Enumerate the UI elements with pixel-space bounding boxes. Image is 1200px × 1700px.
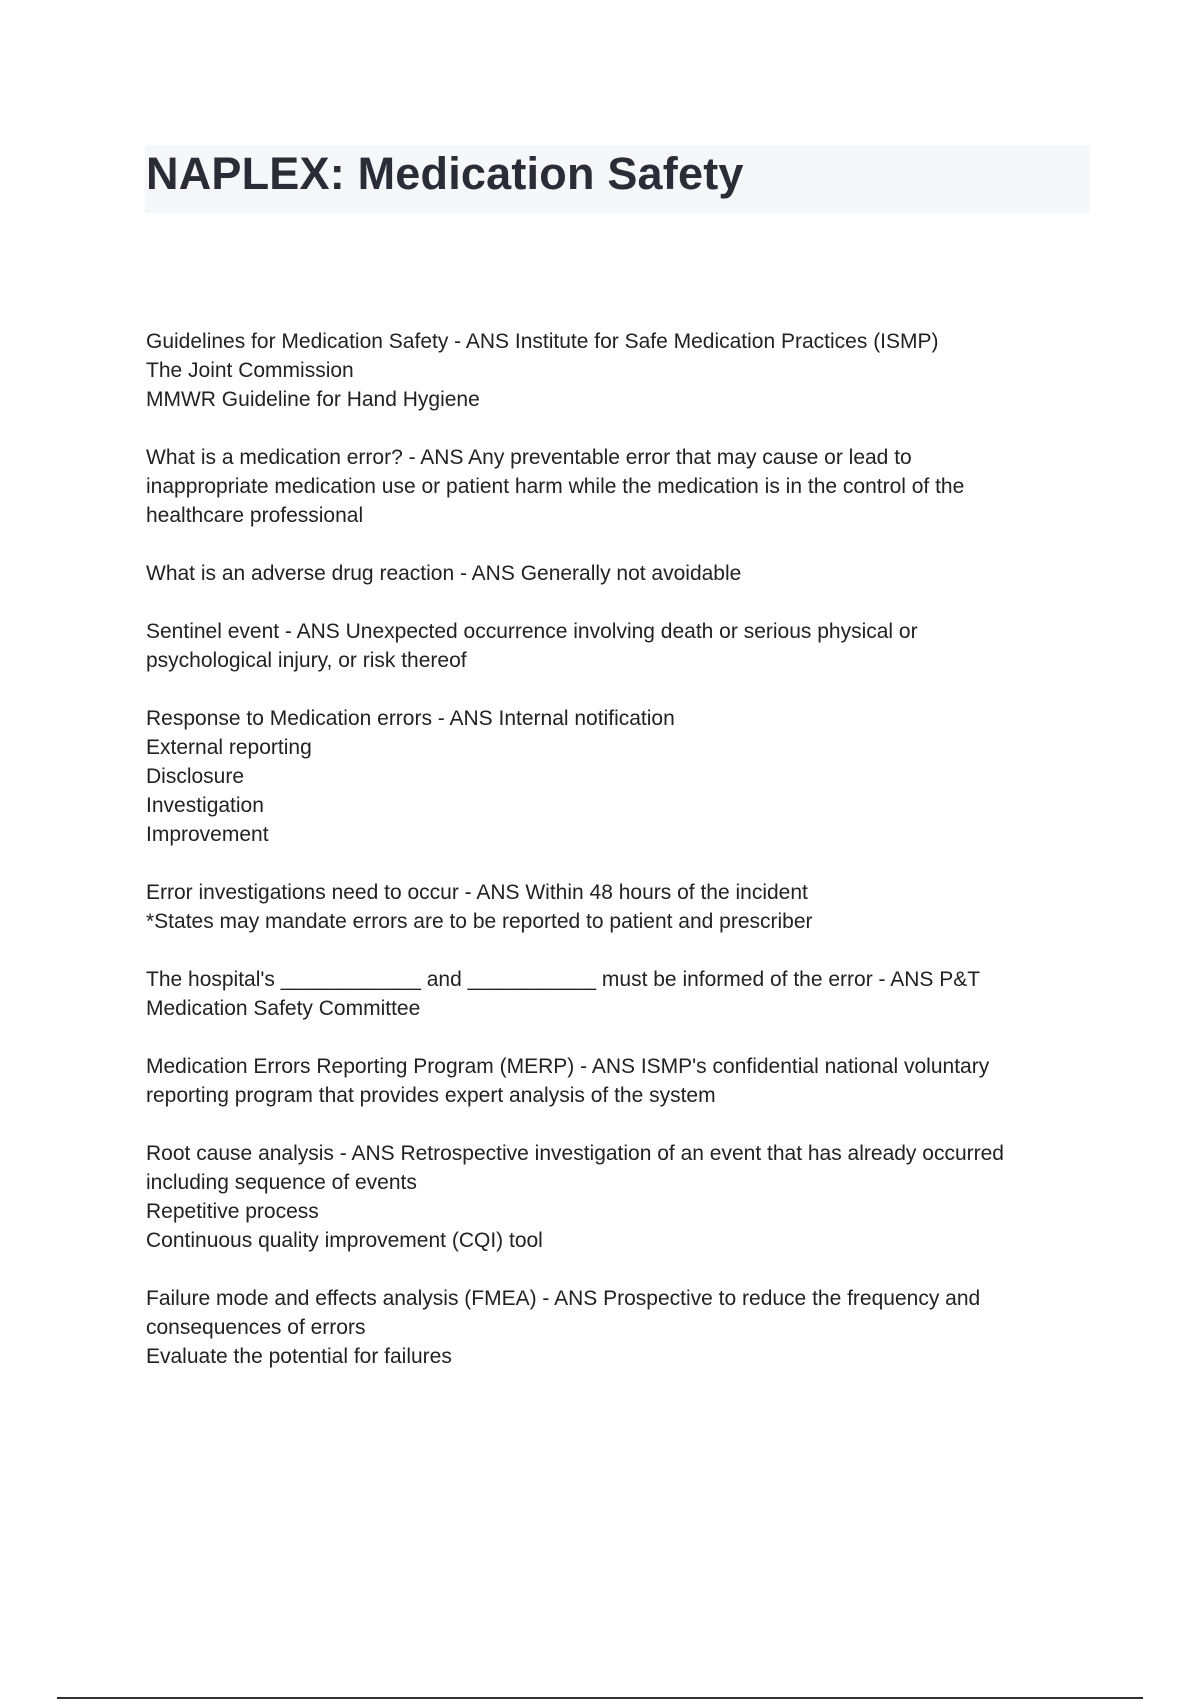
qa-question: The hospital's ____________ and ___________ must be informed of the error - [146,968,891,991]
qa-answer: ISMP's confidential national voluntary reporting program that provides expert analysis of the system [146,1055,990,1107]
qa-item [146,327,1086,414]
qa-separator: ANS [465,330,515,353]
qa-item [146,443,1086,530]
qa-separator: ANS [591,1055,641,1078]
qa-item [146,559,1086,588]
qa-question: What is a medication error? - [146,446,421,469]
qa-question: Response to Medication errors - [146,707,450,730]
footer-divider [57,1697,1143,1699]
qa-separator: ANS [296,620,346,643]
qa-answer: Any preventable error that may cause or lead to inappropriate medication use or patient harm while the medication is in the control of the healthcare professional [146,446,965,527]
qa-separator: ANS [890,968,940,991]
qa-item [146,878,1086,936]
page-title: NAPLEX: Medication Safety [146,148,744,199]
qa-question: Guidelines for Medication Safety - [146,330,466,353]
qa-item [146,1139,1086,1255]
qa-item [146,1052,1086,1110]
qa-answer: P&T Medication Safety Committee [146,968,981,1020]
qa-answer: Internal notification External reporting Disclosure Investigation Improvement [146,707,675,846]
qa-separator: ANS [554,1287,604,1310]
qa-item [146,704,1086,849]
qa-item [146,965,1086,1023]
qa-question: What is an adverse drug reaction - [146,562,472,585]
qa-answer: Institute for Safe Medication Practices (ISMP) The Joint Commission MMWR Guideline for Hand Hygiene [146,330,939,411]
qa-list [146,327,1086,1400]
qa-item [146,617,1086,675]
qa-answer: Retrospective investigation of an event that has already occurred including sequence of events Repetitive process Continuous quality improvement (CQI) tool [146,1142,1004,1252]
qa-separator: ANS [471,562,521,585]
qa-separator: ANS [351,1142,401,1165]
qa-answer: Unexpected occurrence involving death or serious physical or psychological injury, or risk thereof [146,620,918,672]
qa-question: Sentinel event - [146,620,297,643]
qa-question: Root cause analysis - [146,1142,352,1165]
qa-separator: ANS [449,707,499,730]
qa-answer: Within 48 hours of the incident *States may mandate errors are to be reported to patient and prescriber [146,881,813,933]
qa-answer: Prospective to reduce the frequency and consequences of errors Evaluate the potential for failures [146,1287,981,1368]
qa-separator: ANS [476,881,526,904]
qa-separator: ANS [420,446,469,469]
qa-question: Medication Errors Reporting Program (MERP) - [146,1055,592,1078]
qa-answer: Generally not avoidable [520,562,742,585]
qa-question: Error investigations need to occur - [146,881,477,904]
qa-question: Failure mode and effects analysis (FMEA) - [146,1287,555,1310]
qa-item [146,1284,1086,1371]
